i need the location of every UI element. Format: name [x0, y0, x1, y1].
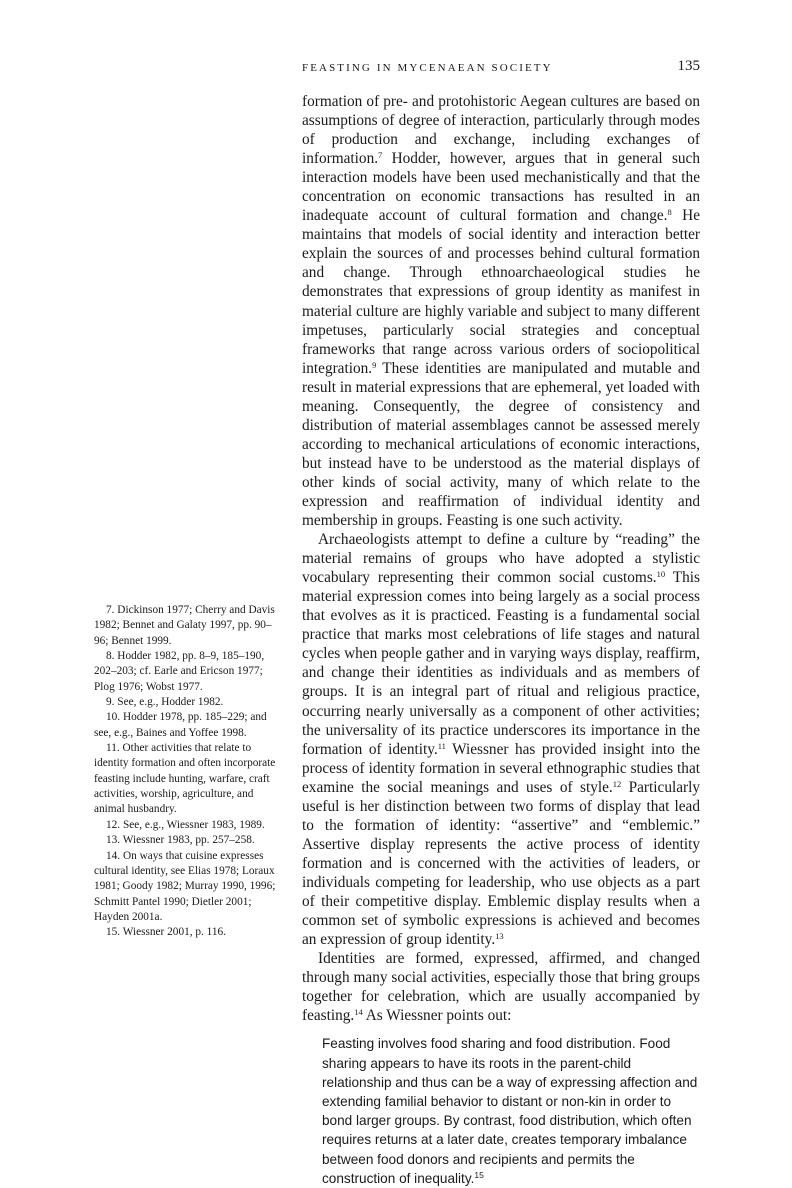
footnote-10: 10. Hodder 1978, pp. 185–229; and see, e.g., Baines and Yoffee 1998. — [94, 711, 267, 739]
block-quote: Feasting involves food sharing and food distribution. Food sharing appears to have its roots in the parent-child relationship and thus can be a way of expressing affection and extending familial behavior to distant or non-kin in order to bond larger groups. By contrast, food distribution, which often requires returns at a later date, creates temporary imbalance between food donors and recipients and permits the construction of inequality.$^{15}$ — [322, 1036, 698, 1186]
footnote-ref: 13 — [495, 931, 504, 942]
footnote-ref: 15 — [474, 1169, 484, 1180]
footnote-ref: 10 — [656, 569, 666, 580]
footnote-ref: 14 — [354, 1007, 363, 1018]
footnote-ref: 7 — [378, 150, 383, 161]
body-paragraph-1: formation of pre- and protohistoric Aegean cultures are based on assumptions of degree of interaction, particularly through modes of production and exchange, including exchanges of information.$^7$ Hodder, however, argues that in general such interaction models have been used mechanistically and that the concentration on economic transactions has resulted in an inadequate account of cultural formation and change.$^8$ He maintains that models of social identity and interaction better explain the sources of and processes behind cultural formation and change. Through ethnoarchaeological studies he demonstrates that expressions of group identity as manifest in material culture are highly variable and subject to many different impetuses, particularly social strategies and conceptual frameworks that range across various orders of sociopolitical integration.$^9$ These identities are manipulated and mutable and result in material expressions that are ephemeral, yet loaded with meaning. Consequently, the degree of consistency and distribution of material assemblages cannot be assessed merely according to mechanical articulations of economic interactions, but instead have to be understood as the material displays of other kinds of social activity, many of which relate to the expression and reaffirmation of individual identity and membership in groups. Feasting is one such activity. — [302, 93, 700, 530]
footnote-7: 7. Dickinson 1977; Cherry and Davis 1982; Bennet and Galaty 1997, pp. 90–96; Bennet 1999. — [94, 604, 275, 647]
footnote-ref: 12 — [612, 778, 622, 789]
body-paragraph-3: Identities are formed, expressed, affirmed, and changed through many social activities, especially those that bring groups together for celebration, which are usually accompanied by feasting.$^{14}$ As Wiessner points out: — [302, 950, 700, 1025]
footnote-14: 14. On ways that cuisine expresses cultural identity, see Elias 1978; Loraux 1981; Goody 1982; Murray 1990, 1996; Schmitt Pantel 1990; Dietler 2001; Hayden 2001a. — [94, 849, 276, 923]
running-head — [302, 62, 700, 74]
footnote-ref: 9 — [372, 359, 377, 370]
footnote-11: 11. Other activities that relate to identity formation and often incorporate feasting include hunting, warfare, craft activities, worship, agriculture, and animal husbandry. — [94, 742, 276, 816]
footnote-15: 15. Wiessner 2001, p. 116. — [106, 926, 227, 939]
footnote-8: 8. Hodder 1982, pp. 8–9, 185–190, 202–203; cf. Earle and Ericson 1977; Plog 1976; Wobst 1977. — [94, 650, 265, 693]
page-number: 135 — [677, 58, 700, 74]
body-paragraph-2: Archaeologists attempt to define a culture by “reading” the material remains of groups who have adopted a stylistic vocabulary representing their common social customs.$^{10}$ This material expression comes into being largely as a social process that evolves as it is practiced. Feasting is a fundamental social practice that marks most celebrations of life stages and natural cycles when people gather and in varying ways display, reaffirm, and change their identities as individuals and as members of groups. It is an integral part of ritual and religious practice, occurring nearly universally as a component of other activities; the universality of its practice underscores its importance in the formation of identity.$^{11}$ Wiessner has provided insight into the process of identity formation in several ethnographic studies that examine the social meanings and uses of style.$^{12}$ Particularly useful is her distinction between two forms of display that lead to the formation of identity: “assertive” and “emblemic.” Assertive display represents the active process of identity formation and is concerned with the activities of leaders, or individuals competing for leadership, who use objects as a part of their competitive display. Emblemic display results when a common set of symbolic expressions is achieved and becomes an expression of group identity.$^{13}$ — [302, 531, 701, 949]
footnote-13: 13. Wiessner 1983, pp. 257–258. — [106, 834, 255, 847]
footnote-ref: 8 — [667, 207, 672, 218]
footnote-12: 12. See, e.g., Wiessner 1983, 1989. — [106, 818, 265, 831]
footnotes-column — [94, 603, 280, 941]
footnote-9: 9. See, e.g., Hodder 1982. — [106, 696, 224, 709]
footnote-ref: 11 — [437, 740, 446, 751]
running-head-title: FEASTING IN MYCENAEAN SOCIETY — [302, 62, 553, 74]
